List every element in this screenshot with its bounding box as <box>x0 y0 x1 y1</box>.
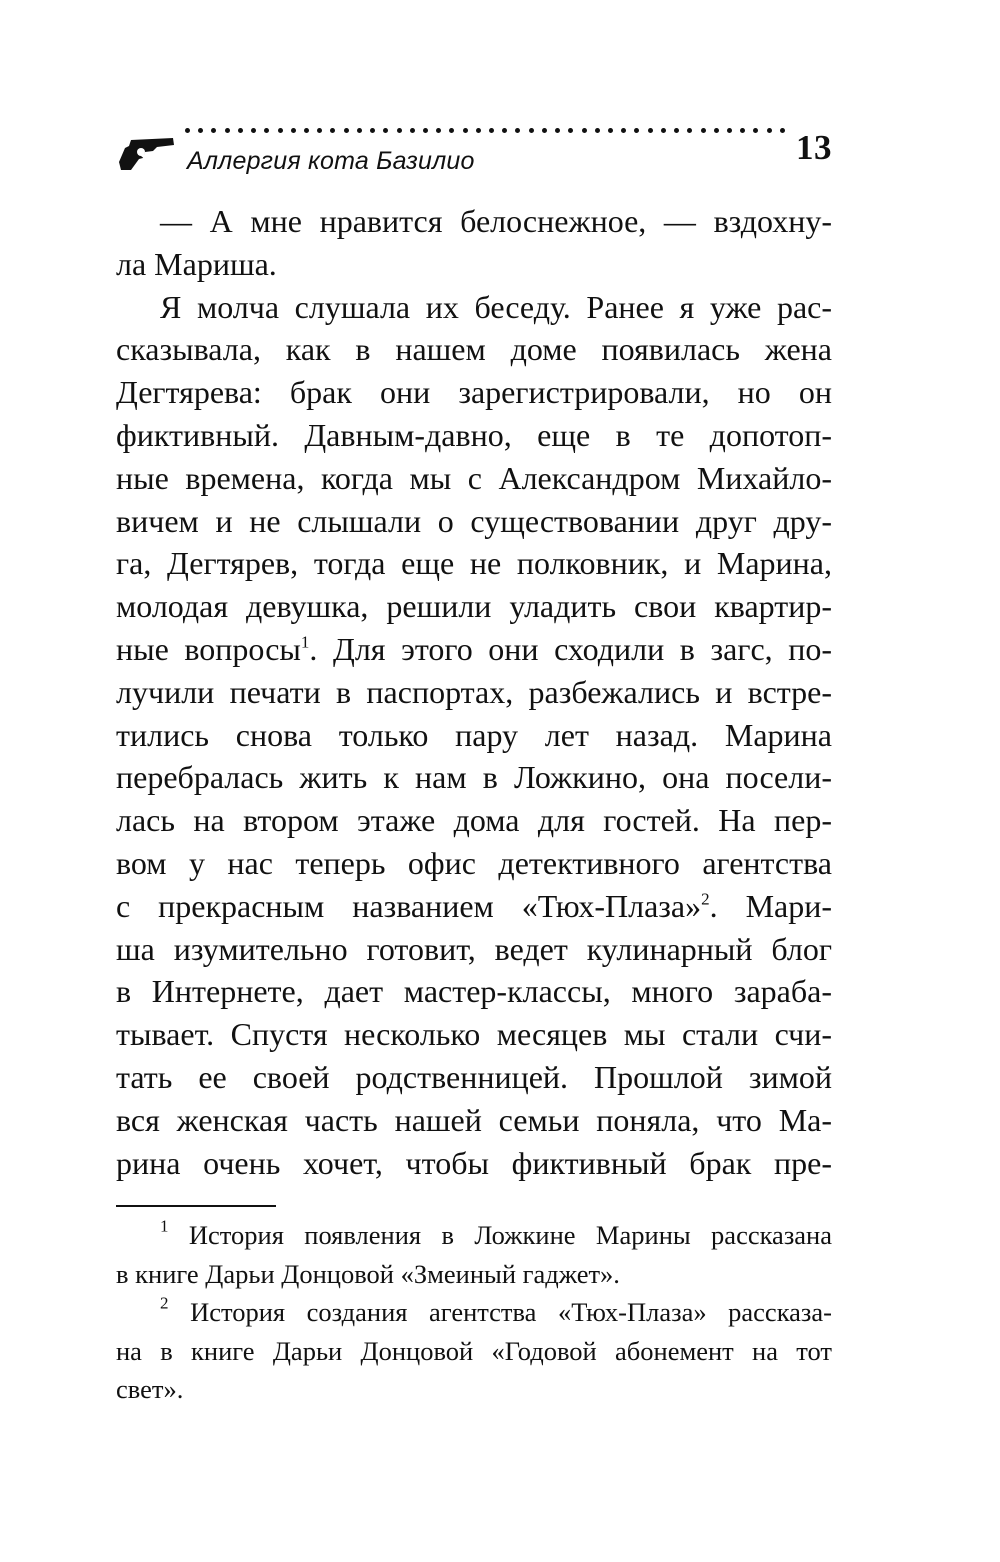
dot <box>383 128 388 133</box>
footnote-ref: 1 <box>300 632 310 652</box>
text-line: — А мне нравится белоснежное, — вздохну- <box>160 203 832 239</box>
dot <box>767 128 772 133</box>
text-line: сказывала, как в нашем доме появилась жена <box>116 331 832 368</box>
running-title: Аллергия кота Базилио <box>187 147 475 175</box>
text-line: тились снова только пару лет назад. Марина <box>116 716 832 753</box>
footnotes <box>116 1216 832 1409</box>
dot <box>568 128 573 133</box>
text-line: Дегтярева: брак они зарегистрировали, но он <box>116 374 832 411</box>
main-text <box>116 200 832 1184</box>
text-fragment: . Мари- <box>709 887 832 924</box>
dot <box>608 128 613 133</box>
text-line: рина очень хочет, чтобы фиктивный брак пре- <box>116 1144 832 1181</box>
dot <box>648 128 653 133</box>
footnote-line: свет». <box>116 1374 184 1405</box>
dot <box>634 128 639 133</box>
dot <box>423 128 428 133</box>
footnote-line: на в книге Дарьи Донцовой «Годовой абонемент на тот <box>116 1335 832 1366</box>
dot <box>714 128 719 133</box>
dot <box>780 128 785 133</box>
text-fragment: с прекрасным названием «Тюх-Плаза» <box>116 887 702 924</box>
dot <box>264 128 269 133</box>
dot <box>211 128 216 133</box>
dot <box>344 128 349 133</box>
dot <box>595 128 600 133</box>
dot <box>489 128 494 133</box>
dot <box>225 128 230 133</box>
footnote-line <box>116 1216 832 1255</box>
text-line: фиктивный. Давным-давно, еще в те допотоп- <box>116 416 832 453</box>
text-fragment: ные вопросы <box>116 630 301 667</box>
text-line: ные времена, когда мы с Александром Михайло- <box>116 459 832 496</box>
text-line: в Интернете, дает мастер-классы, много зараба- <box>116 973 832 1010</box>
text-fragment: . Для этого они сходили в загс, по- <box>309 630 832 667</box>
text-line: Я молча слушала их беседу. Ранее я уже рас- <box>160 288 832 325</box>
dot <box>185 128 190 133</box>
text-line: ла Мариша. <box>116 245 277 282</box>
footnote-text: История создания агентства «Тюх-Плаза» рассказа- <box>168 1297 832 1328</box>
dot <box>251 128 256 133</box>
dot <box>529 128 534 133</box>
text-line: тать ее своей родственницей. Прошлой зимой <box>116 1058 832 1095</box>
text-line: ша изумительно готовит, ведет кулинарный блог <box>116 930 832 967</box>
text-line: вся женская часть нашей семьи поняла, что Ма- <box>116 1101 832 1138</box>
text-line: лась на втором этаже дома для гостей. На пер- <box>116 802 832 839</box>
dot <box>317 128 322 133</box>
dot <box>740 128 745 133</box>
text-line: вичем и не слышали о существовании друг дру- <box>116 502 832 539</box>
dot <box>555 128 560 133</box>
dot <box>198 128 203 133</box>
footnote-ref: 2 <box>701 889 710 908</box>
dot <box>661 128 666 133</box>
text-line: молодая девушка, решили уладить свои квартир- <box>116 588 832 625</box>
header-dotted-rule <box>185 126 785 134</box>
footnote-line: в книге Дарьи Донцовой «Змеиный гаджет». <box>116 1258 620 1289</box>
dot <box>542 128 547 133</box>
dot <box>502 128 507 133</box>
dot <box>753 128 758 133</box>
dot <box>397 128 402 133</box>
dot <box>330 128 335 133</box>
footnote-number: 1 <box>160 1216 169 1236</box>
dot <box>304 128 309 133</box>
footnote-line <box>116 1293 832 1332</box>
dot <box>674 128 679 133</box>
dot <box>291 128 296 133</box>
footnote-number: 2 <box>160 1293 169 1313</box>
footnote-text: История появления в Ложкине Марины рассказана <box>168 1220 832 1250</box>
dot <box>582 128 587 133</box>
dot <box>410 128 415 133</box>
text-line: перебралась жить к нам в Ложкино, она посели- <box>116 759 832 796</box>
dot <box>238 128 243 133</box>
dot <box>463 128 468 133</box>
revolver-icon <box>117 132 175 172</box>
dot <box>687 128 692 133</box>
text-line: лучили печати в паспортах, разбежались и встре- <box>116 673 832 710</box>
text-line: тывает. Спустя несколько месяцев мы стали счи- <box>116 1016 832 1053</box>
dot <box>370 128 375 133</box>
dot <box>701 128 706 133</box>
dot <box>476 128 481 133</box>
text-line <box>116 628 832 671</box>
dot <box>449 128 454 133</box>
text-line: га, Дегтярев, тогда еще не полковник, и Марина, <box>116 545 832 582</box>
dot <box>357 128 362 133</box>
text-line <box>116 885 832 928</box>
dot <box>515 128 520 133</box>
footnote-separator <box>116 1205 276 1207</box>
dot <box>727 128 732 133</box>
dot <box>621 128 626 133</box>
dot <box>278 128 283 133</box>
page-header <box>117 118 832 188</box>
page-number: 13 <box>796 128 832 167</box>
dot <box>436 128 441 133</box>
text-line: вом у нас теперь офис детективного агентства <box>116 844 832 881</box>
